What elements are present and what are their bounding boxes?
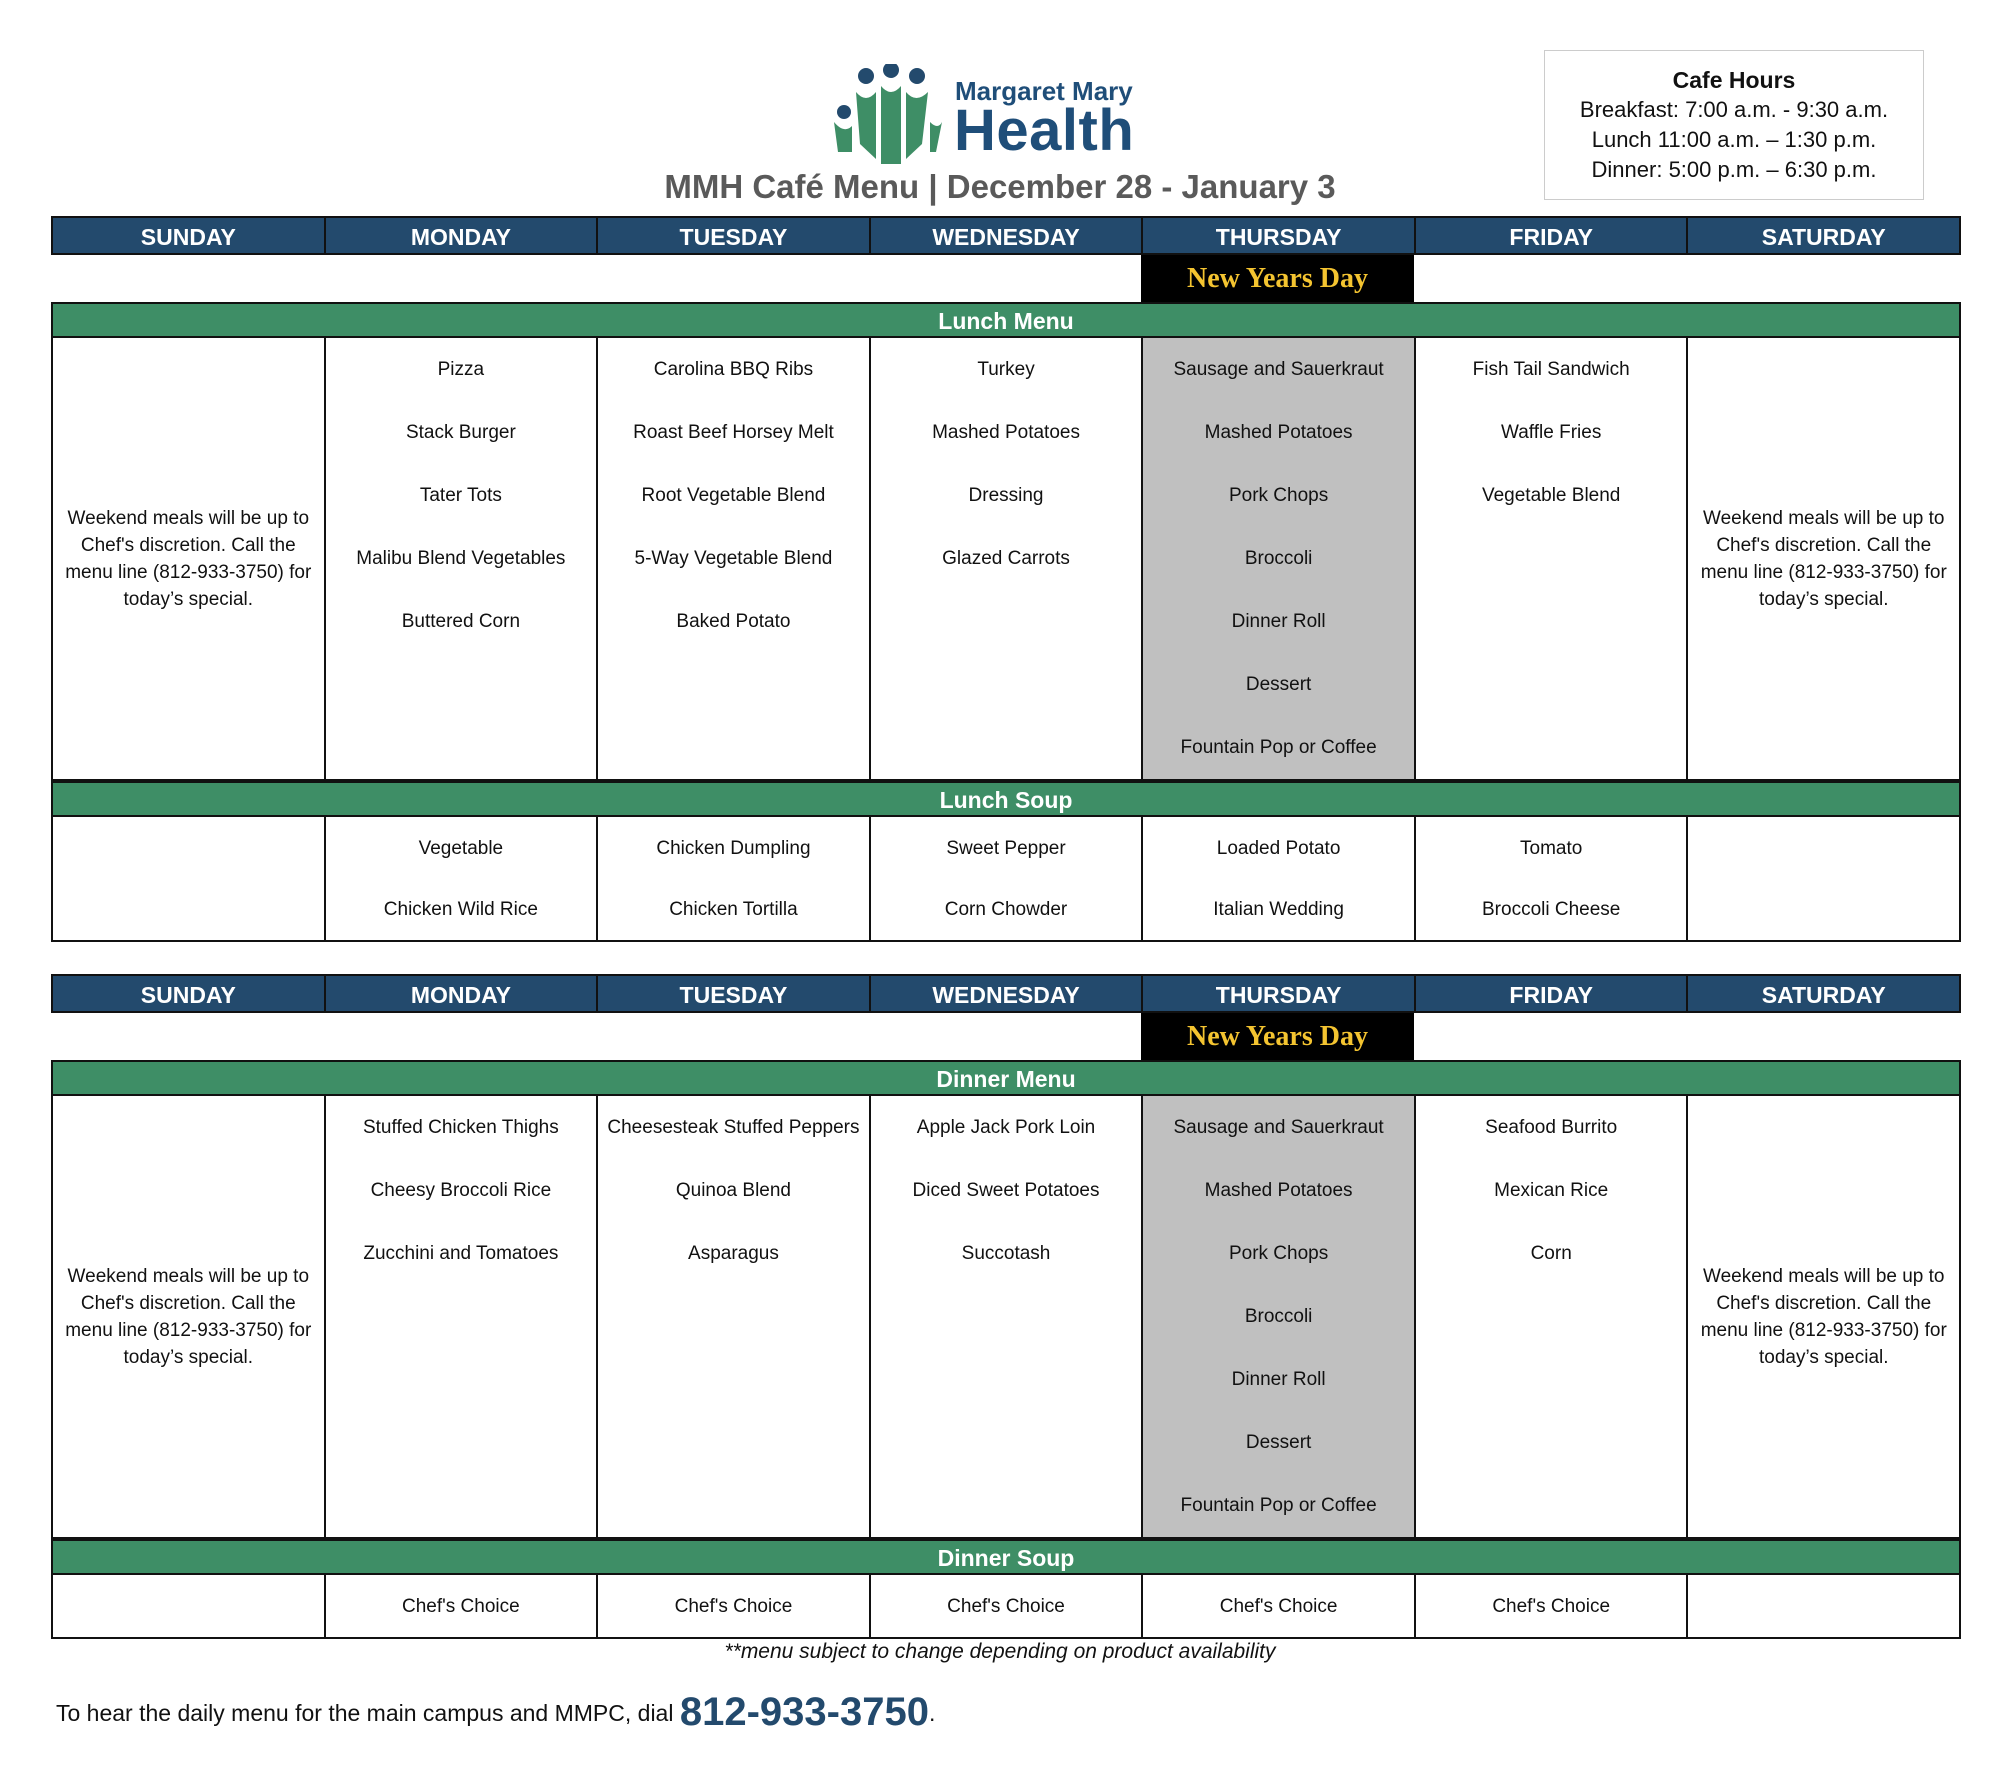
lunch-soup-tuesday [596,817,869,940]
menu-item: Pork Chops [1228,1243,1329,1264]
dinner-menu-monday [324,1096,597,1537]
day-friday: FRIDAY [1414,216,1689,255]
lunch-menu-tuesday [596,338,869,779]
weekend-note: Weekend meals will be up to Chef's discretion. Call the menu line (812-933-3750) for today’s special. [1700,1265,1947,1368]
lunch-soup-wednesday [869,817,1142,940]
menu-item: Loaded Potato [1216,838,1341,859]
lunch-menu-sunday [53,338,324,779]
day-thursday: THURSDAY [1141,216,1416,255]
mmh-logo [830,64,1150,164]
menu-item: Stuffed Chicken Thighs [362,1117,559,1138]
day-sunday: SUNDAY [51,974,326,1013]
day-friday: FRIDAY [1414,974,1689,1013]
lunch-soup-friday [1414,817,1687,940]
lunch-day-header-row [51,216,1961,255]
menu-item: Zucchini and Tomatoes [363,1243,559,1264]
lunch-menu-saturday [1686,338,1959,779]
lunch-menu-wednesday [869,338,1142,779]
lunch-section [51,216,1961,942]
logo-text-health: Health [954,98,1135,163]
dinner-soup-grid [51,1575,1961,1639]
day-tuesday: TUESDAY [596,216,871,255]
weekend-note: Weekend meals will be up to Chef's discretion. Call the menu line (812-933-3750) for today’s special. [1700,507,1947,610]
dinner-soup-thursday [1141,1575,1414,1637]
menu-item: Vegetable [418,838,504,859]
availability-footnote: **menu subject to change depending on product availability [724,1640,1276,1663]
menu-item: Succotash [961,1243,1051,1264]
cafe-hours-box [1544,50,1924,200]
menu-item: 5-Way Vegetable Blend [634,548,833,569]
lunch-holiday-row [51,255,1961,302]
day-sunday: SUNDAY [51,216,326,255]
lunch-soup-grid [51,817,1961,942]
menu-item: Mashed Potatoes [1204,422,1353,443]
menu-item: Sausage and Sauerkraut [1173,1117,1384,1138]
menu-item: Chef's Choice [1219,1596,1338,1617]
menu-item: Corn Chowder [944,899,1068,920]
menu-item: Mashed Potatoes [932,422,1080,443]
day-monday: MONDAY [324,216,599,255]
dinner-menu-thursday [1141,1096,1414,1537]
menu-item: Broccoli [1244,1306,1313,1327]
menu-item: Quinoa Blend [675,1180,792,1201]
menu-item: Cheesy Broccoli Rice [370,1180,552,1201]
holiday-label: New Years Day [1141,255,1414,302]
people-logo-icon [830,64,945,164]
menu-item: Chicken Tortilla [669,899,798,920]
menu-item: Pork Chops [1228,485,1329,506]
dinner-soup-sunday [53,1575,324,1637]
menu-item: Sausage and Sauerkraut [1173,359,1384,380]
logo-text-margaret-mary: Margaret Mary [955,76,1133,106]
lunch-menu-band: Lunch Menu [51,302,1961,338]
lunch-menu-friday [1414,338,1687,779]
day-wednesday: WEDNESDAY [869,974,1144,1013]
menu-item: Seafood Burrito [1485,1117,1618,1138]
day-saturday: SATURDAY [1686,216,1961,255]
menu-item: Dinner Roll [1231,1369,1326,1390]
menu-item: Fountain Pop or Coffee [1180,737,1377,758]
menu-item: Mashed Potatoes [1204,1180,1353,1201]
menu-item: Chicken Dumpling [656,838,811,859]
menu-item: Vegetable Blend [1481,485,1621,506]
dinner-section [51,974,1961,1639]
day-thursday: THURSDAY [1141,974,1416,1013]
menu-item: Dressing [968,485,1044,506]
menu-item: Stack Burger [405,422,516,443]
weekend-note: Weekend meals will be up to Chef's discretion. Call the menu line (812-933-3750) for today’s special. [65,1265,312,1368]
dinner-menu-tuesday [596,1096,869,1537]
menu-item: Baked Potato [676,611,791,632]
menu-item: Tomato [1520,838,1583,859]
weekend-note: Weekend meals will be up to Chef's discretion. Call the menu line (812-933-3750) for today’s special. [65,507,312,610]
menu-item: Fish Tail Sandwich [1472,359,1630,380]
menu-item: Dessert [1245,674,1312,695]
dinner-soup-tuesday [596,1575,869,1637]
dial-end: . [928,1700,936,1726]
menu-item: Asparagus [688,1243,779,1264]
menu-item: Chef's Choice [402,1596,520,1617]
dinner-soup-friday [1414,1575,1687,1637]
lunch-soup-thursday [1141,817,1414,940]
dinner-menu-wednesday [869,1096,1142,1537]
holiday-label: New Years Day [1141,1013,1414,1060]
lunch-menu-monday [324,338,597,779]
dinner-soup-monday [324,1575,597,1637]
cafe-hours-title: Cafe Hours [1672,67,1796,93]
menu-item: Roast Beef Horsey Melt [633,422,834,443]
menu-item: Malibu Blend Vegetables [356,548,566,569]
page-title: MMH Café Menu | December 28 - January 3 [664,168,1336,205]
dial-phone-number[interactable]: 812-933-3750 [679,1690,929,1734]
menu-item: Mexican Rice [1494,1180,1609,1201]
day-wednesday: WEDNESDAY [869,216,1144,255]
menu-item: Tater Tots [419,485,502,506]
day-tuesday: TUESDAY [596,974,871,1013]
dinner-menu-saturday [1686,1096,1959,1537]
menu-item: Italian Wedding [1213,899,1344,920]
dinner-menu-grid [51,1096,1961,1539]
dinner-menu-sunday [53,1096,324,1537]
dial-text: To hear the daily menu for the main campus and MMPC, dial [56,1700,680,1726]
menu-item: Fountain Pop or Coffee [1180,1495,1377,1516]
dinner-soup-wednesday [869,1575,1142,1637]
lunch-soup-sunday [53,817,324,940]
dinner-menu-band: Dinner Menu [51,1060,1961,1096]
menu-item: Pizza [437,359,485,380]
menu-item: Dinner Roll [1231,611,1326,632]
menu-item: Buttered Corn [401,611,521,632]
menu-item: Glazed Carrots [942,548,1070,569]
dinner-soup-band: Dinner Soup [51,1539,1961,1575]
day-saturday: SATURDAY [1686,974,1961,1013]
dinner-soup-saturday [1686,1575,1959,1637]
menu-item: Cheesesteak Stuffed Peppers [607,1117,860,1138]
lunch-soup-saturday [1686,817,1959,940]
menu-item: Chef's Choice [1492,1596,1611,1617]
lunch-soup-band: Lunch Soup [51,781,1961,817]
cafe-hours-dinner: Dinner: 5:00 p.m. – 6:30 p.m. [1591,157,1877,182]
menu-item: Root Vegetable Blend [641,485,826,506]
menu-item: Sweet Pepper [946,838,1066,859]
lunch-menu-grid [51,338,1961,781]
cafe-hours-lunch: Lunch 11:00 a.m. – 1:30 p.m. [1591,127,1877,152]
menu-item: Chicken Wild Rice [383,899,538,920]
menu-item: Carolina BBQ Ribs [653,359,814,380]
menu-item: Broccoli [1244,548,1313,569]
dinner-menu-friday [1414,1096,1687,1537]
menu-item: Chef's Choice [674,1596,793,1617]
menu-item: Apple Jack Pork Loin [916,1117,1096,1138]
menu-item: Chef's Choice [947,1596,1065,1617]
lunch-menu-thursday [1141,338,1414,779]
dinner-day-header-row [51,974,1961,1013]
menu-item: Corn [1530,1243,1572,1264]
day-monday: MONDAY [324,974,599,1013]
menu-item: Dessert [1245,1432,1312,1453]
menu-item: Waffle Fries [1501,422,1602,443]
lunch-soup-monday [324,817,597,940]
menu-item: Turkey [977,359,1035,380]
menu-item: Broccoli Cheese [1482,899,1621,920]
cafe-hours-breakfast: Breakfast: 7:00 a.m. - 9:30 a.m. [1579,97,1889,122]
dinner-holiday-row [51,1013,1961,1060]
dial-line [56,1690,935,1735]
menu-item: Diced Sweet Potatoes [912,1180,1100,1201]
